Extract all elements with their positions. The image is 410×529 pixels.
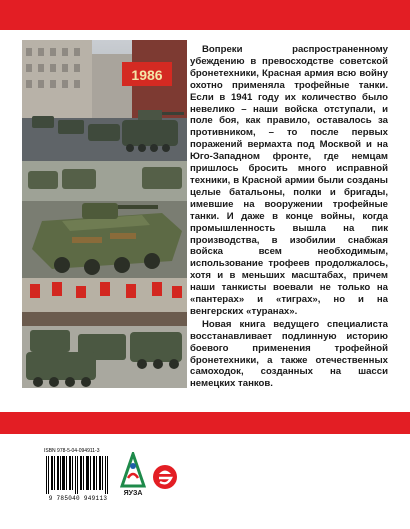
parade-flags-photo	[22, 278, 187, 388]
eksmo-logo-mark	[152, 462, 178, 492]
parade-photo-1986-image	[22, 40, 187, 162]
barcode-number: 9 785040 949113	[48, 495, 108, 502]
text-paragraph-1: Вопреки распространенному убеждению в превосходстве советской бронетехники, Красная армия всю войну охотно применяла трофейные танки. Если в 1941 году их количество было невелико – наши войска отступали, и поле боя, как правило, оставалось за противником, – то после первых поражений вермахта под Москвой и на Юго-Западном фронте, где немцам пришлось бросить много исправной техники, в Красной армии были созданы целые батальоны, полки и бригады, имевшие на вооружении трофейные танки. И даже в конце войны, когда промышленность вышла на пик производства, в изобилии снабжая войска всем необходимым, использование трофеев продолжалось, хотя и в меньших масштабах, причем наши танкисты воевали не только на «пантерах» и «тиграх», но и на венгерских «туранах».	[190, 44, 388, 317]
armored-vehicles-photo-image	[22, 161, 187, 279]
barcode-bars	[44, 456, 112, 494]
yauza-logo-icon	[120, 452, 146, 500]
barcode	[44, 448, 112, 502]
armored-vehicles-photo	[22, 161, 187, 279]
parade-photo-1986	[22, 40, 187, 162]
isbn-label: ISBN 978-5-04-094911-3	[44, 448, 100, 454]
eksmo-logo-icon	[152, 462, 178, 492]
text-paragraph-2: Новая книга ведущего специалиста восстанавливает подлинную историю боевого применения трофейной бронетехники, а также отечественных самоходок, созданных на шасси немецких танков.	[190, 318, 388, 390]
photo-sign-1986: 1986	[131, 67, 163, 83]
back-cover-text	[190, 44, 388, 390]
yauza-logo-text: ЯУЗА	[123, 490, 143, 497]
top-red-band	[0, 0, 410, 30]
bottom-red-band	[0, 412, 410, 434]
parade-flags-photo-image	[22, 278, 187, 388]
yauza-logo-mark	[120, 452, 146, 490]
